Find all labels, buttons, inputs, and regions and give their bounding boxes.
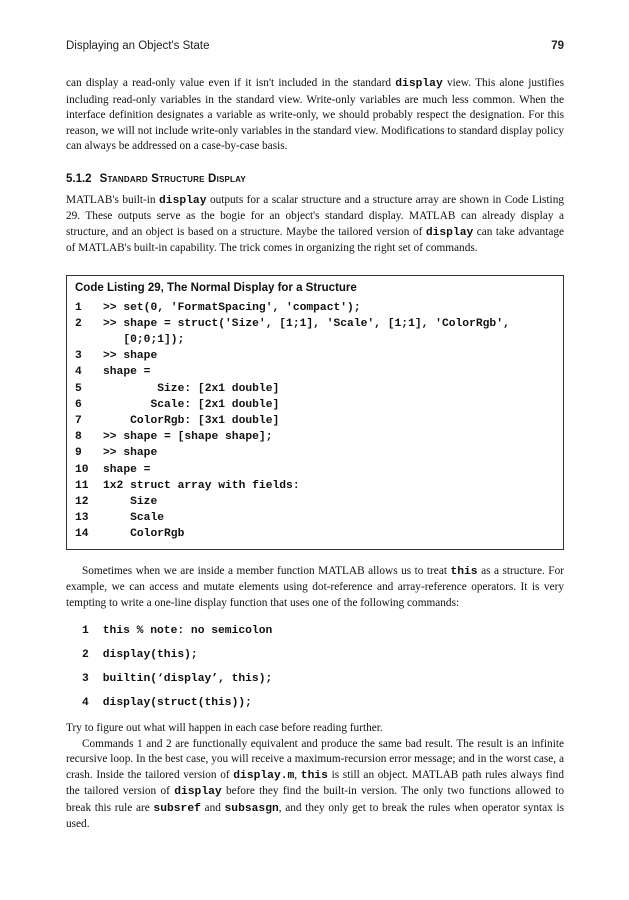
text-run: and (200, 801, 225, 814)
code-line (75, 316, 555, 332)
text-run: , (294, 768, 301, 781)
snippet-code: display(struct(this)); (96, 697, 252, 710)
snippet-number: 3 (82, 673, 89, 686)
code-text: >> shape (103, 350, 158, 363)
text-run: , and they only get to break the rules when operator syntax is used. (66, 801, 564, 831)
code-line (75, 510, 555, 526)
line-number: 14 (75, 528, 89, 541)
text-run: is still an object. MATLAB path rules always find the tailored version of (66, 768, 564, 798)
line-number: 13 (75, 512, 89, 525)
inline-code: subsref (153, 802, 201, 815)
code-text: >> shape (103, 447, 158, 460)
snippet-code: display(this); (96, 649, 198, 662)
line-number: 11 (75, 479, 89, 492)
command-snippet (66, 691, 564, 715)
snippet-number: 1 (82, 625, 89, 638)
paragraph-4 (66, 721, 564, 737)
chapter-title: Displaying an Object's State (66, 40, 210, 52)
line-number (75, 332, 103, 348)
text-run: can take advantage of MATLAB's built-in capability. The trick comes in organizing the right set of commands. (66, 225, 564, 254)
line-number: 5 (75, 382, 82, 395)
code-text: 1x2 struct array with fields: (103, 479, 300, 492)
line-number: 6 (75, 398, 82, 411)
code-listing-lines (75, 300, 555, 543)
page-number: 79 (551, 40, 564, 52)
command-snippet (66, 643, 564, 667)
code-line (75, 364, 555, 380)
code-text: >> shape = struct('Size', [1;1], 'Scale', [1;1], 'ColorRgb', (103, 317, 510, 330)
text-run: Sometimes when we are inside a member function MATLAB allows us to treat (82, 564, 451, 577)
code-line (75, 413, 555, 429)
code-line (75, 462, 555, 478)
line-number: 4 (75, 366, 82, 379)
text-run: outputs for a scalar structure and a structure array are shown in Code Listing 29. These outputs serve as the bogie for an object's standard display. MATLAB can already display a structure, and an object is based on a structure. Maybe the tailored version of (66, 193, 564, 238)
inline-code: display.m (233, 769, 295, 782)
code-text: ColorRgb: [3x1 double] (103, 414, 280, 427)
line-number: 8 (75, 431, 82, 444)
inline-code: display (425, 226, 474, 239)
line-number: 9 (75, 447, 82, 460)
code-text: Scale: [2x1 double] (103, 398, 280, 411)
section-title: Standard Structure Display (99, 172, 246, 185)
code-text: >> shape = [shape shape]; (103, 431, 273, 444)
command-snippets (66, 619, 564, 715)
text-run: Commands 1 and 2 are functionally equivalent and produce the same bad result. The result is an infinite recursive loop. In the best case, you will receive a maximum-recursion error message; and in the worst case, a crash. Inside the tailored version of (66, 737, 564, 781)
paragraph-1 (66, 76, 564, 155)
code-line (75, 526, 555, 542)
code-line (75, 381, 555, 397)
code-text: shape = (103, 366, 151, 379)
code-text: [0;0;1]); (103, 333, 185, 346)
page (66, 40, 564, 833)
code-text: shape = (103, 463, 151, 476)
line-number: 10 (75, 463, 89, 476)
text-run: MATLAB's built-in (66, 193, 160, 206)
snippet-code: builtin(‘display’, this); (96, 673, 273, 686)
inline-code: display (174, 786, 222, 799)
code-line (75, 445, 555, 461)
code-line (75, 429, 555, 445)
snippet-code: this % note: no semicolon (96, 625, 273, 638)
paragraph-3 (66, 564, 564, 612)
code-text: Size (103, 495, 158, 508)
line-number: 3 (75, 350, 82, 363)
running-header (66, 40, 564, 52)
code-listing-box (66, 275, 564, 550)
line-number: 1 (75, 301, 82, 314)
line-number: 12 (75, 495, 89, 508)
paragraph-2 (66, 193, 564, 257)
code-text: Scale (103, 512, 165, 525)
code-line (75, 348, 555, 364)
command-snippet (66, 667, 564, 691)
code-text: Size: [2x1 double] (103, 382, 280, 395)
text-run: before they find the built-in version. The only two functions allowed to break this rule are (66, 785, 564, 814)
code-line (75, 332, 555, 348)
line-number: 7 (75, 414, 82, 427)
text-run: Try to figure out what will happen in each case before reading further. (66, 722, 383, 735)
snippet-number: 2 (82, 649, 89, 662)
paragraph-5 (66, 737, 564, 833)
command-snippet (66, 619, 564, 643)
section-number: 5.1.2 (66, 172, 92, 185)
code-line (75, 300, 555, 316)
inline-code: this (300, 769, 328, 782)
inline-code: subsasgn (224, 802, 279, 815)
code-listing-title: Code Listing 29, The Normal Display for a Structure (75, 281, 357, 294)
text-run: as a structure. For example, we can access and mutate elements using dot-reference and array-reference operators. It is very tempting to write a one-line display function that uses one of the following commands: (66, 564, 565, 609)
code-text: >> set(0, 'FormatSpacing', 'compact'); (103, 301, 361, 314)
code-line (75, 397, 555, 413)
section-heading (66, 173, 564, 185)
snippet-number: 4 (82, 697, 89, 710)
code-line (75, 494, 555, 510)
inline-code: this (450, 565, 478, 578)
code-text: ColorRgb (103, 528, 185, 541)
line-number: 2 (75, 317, 82, 330)
text-run: can display a read-only value even if it isn't included in the standard (66, 77, 396, 89)
code-line (75, 478, 555, 494)
inline-code: display (395, 78, 443, 90)
inline-code: display (159, 194, 207, 207)
text-run: view. This alone justifies including read-only variables in the standard view. Write-only variables are much less common. When the interface definition designates a variable as write-only, we should probably respect the designation. For this reason, we will not include write-only variables in the standard view. Modifications to standard display policy can always be addressed on a case-by-case basis. (66, 77, 564, 152)
